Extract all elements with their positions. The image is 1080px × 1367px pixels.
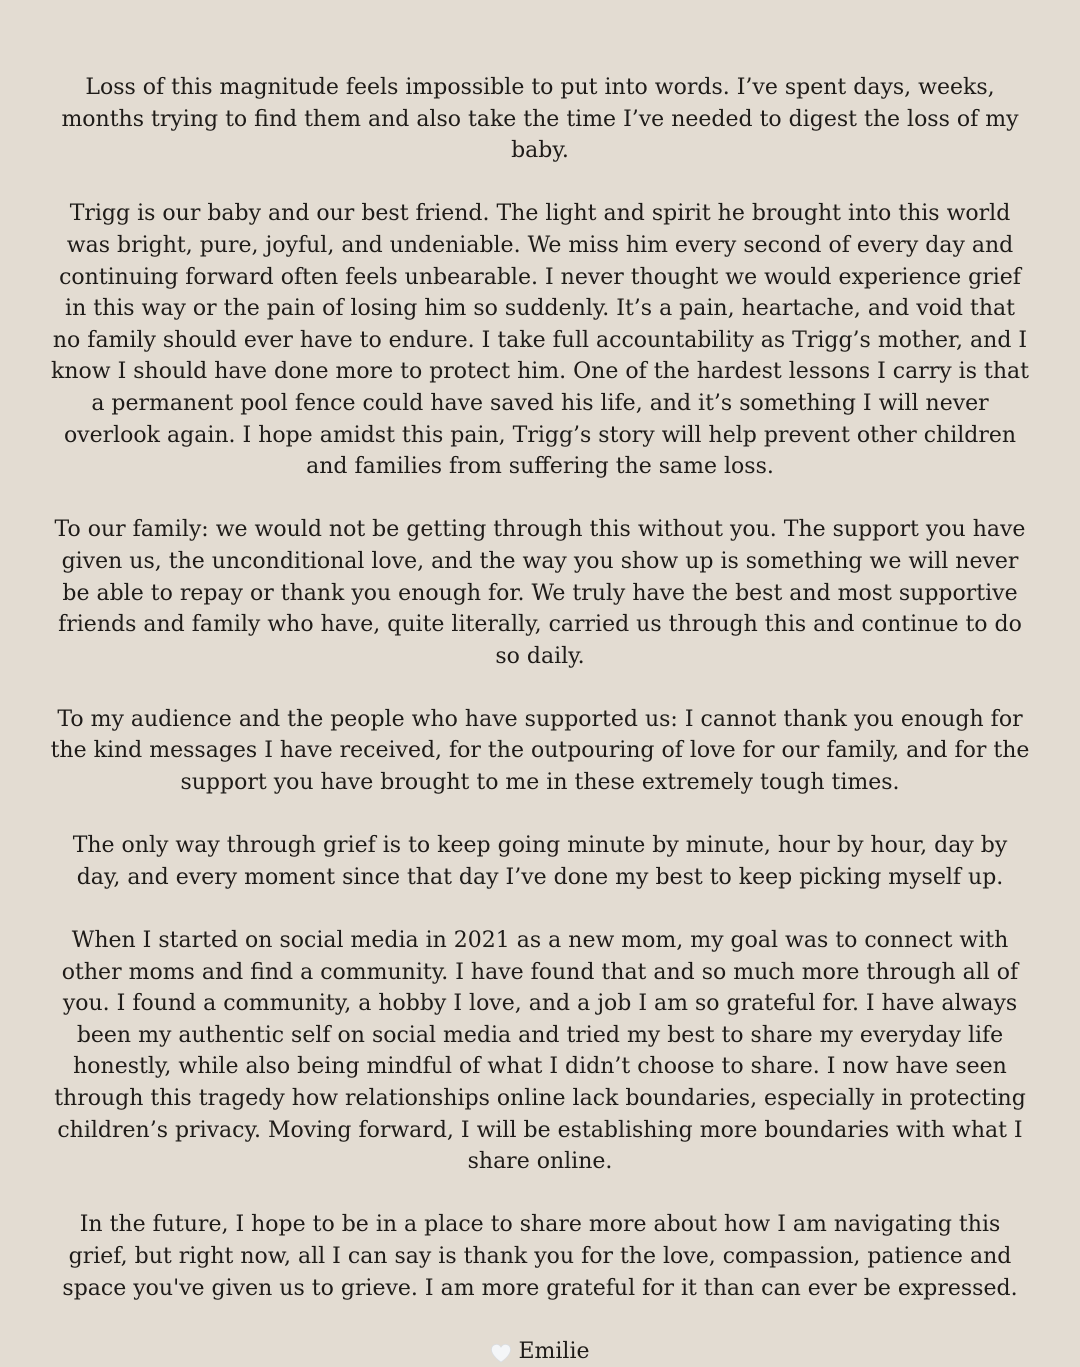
paragraph-to-family: To our family: we would not be getting through this without you. The support you have given us, the unconditional love, and the way you show up is something we will never be able to repay or thank you enough for. We truly have the best and most supportive friends and family who have, quite literally, carried us through this and continue to do so daily.	[54, 517, 1026, 669]
paragraph-future: In the future, I hope to be in a place to share more about how I am navigating this grief, but right now, all I can say is thank you for the love, compassion, patience and space you've given us to grieve. I am more grateful for it than can ever be expressed.	[62, 1212, 1018, 1301]
signature-name: Emilie	[518, 1338, 590, 1364]
white-heart-icon	[490, 1343, 512, 1363]
paragraph-to-audience: To my audience and the people who have supported us: I cannot thank you enough for the kind messages I have received, for the outpouring of love for our family, and for the support you have brought to me in these extremely tough times.	[50, 706, 1030, 796]
paragraph-through-grief: The only way through grief is to keep going minute by minute, hour by hour, day by day, and every moment since that day I’ve done my best to keep picking myself up.	[72, 833, 1008, 890]
letter-body	[50, 72, 1030, 1367]
paragraph-intro: Loss of this magnitude feels impossible to put into words. I’ve spent days, weeks, months trying to find them and also take the time I’ve needed to digest the loss of my baby.	[61, 75, 1019, 164]
paragraph-social-media: When I started on social media in 2021 as a new mom, my goal was to connect with other moms and find a community. I have found that and so much more through all of you. I found a community, a hobby I love, and a job I am so grateful for. I have always been my authentic self on social media and tried my best to share my everyday life honestly, while also being mindful of what I didn’t choose to share. I now have seen through this tragedy how relationships online lack boundaries, especially in protecting children’s privacy. Moving forward, I will be establishing more boundaries with what I share online.	[54, 928, 1026, 1175]
signature	[50, 1336, 1030, 1367]
paragraph-about-trigg: Trigg is our baby and our best friend. The light and spirit he brought into this world was bright, pure, joyful, and undeniable. We miss him every second of every day and continuing forward often feels unbearable. I never thought we would experience grief in this way or the pain of losing him so suddenly. It’s a pain, heartache, and void that no family should ever have to endure. I take full accountability as Trigg’s mother, and I know I should have done more to protect him. One of the hardest lessons I carry is that a permanent pool fence could have saved his life, and it’s something I will never overlook again. I hope amidst this pain, Trigg’s story will help prevent other children and families from suffering the same loss.	[51, 201, 1029, 480]
